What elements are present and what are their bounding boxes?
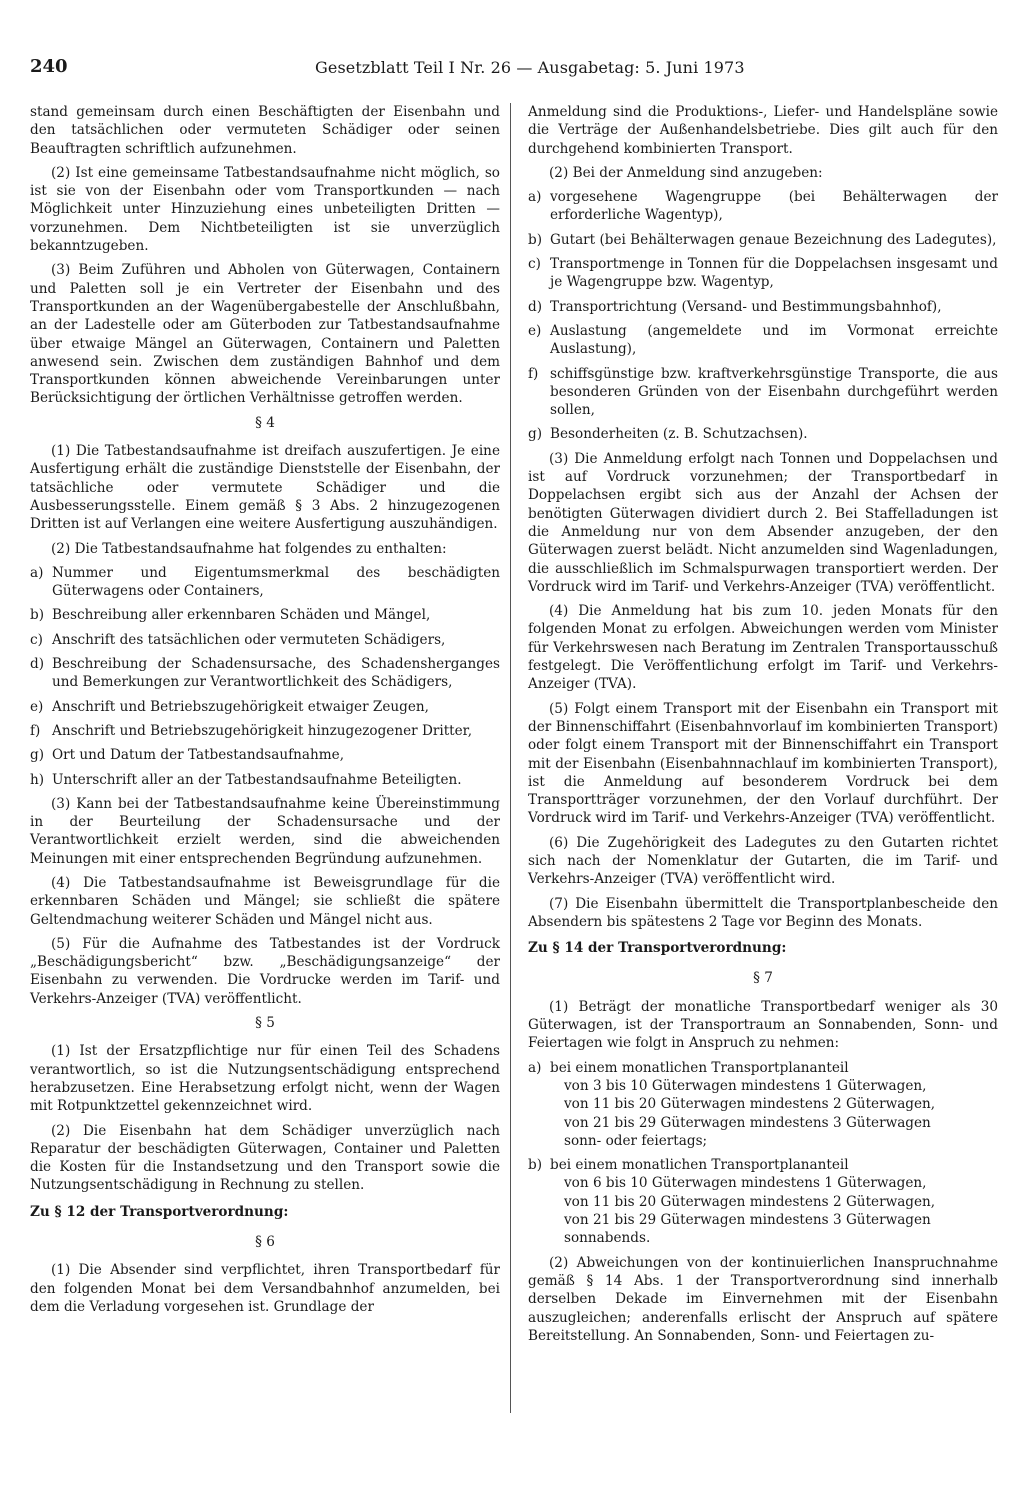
list-item [528,365,998,420]
list-item [528,298,998,316]
section-heading: § 5 [255,1015,275,1032]
list-item [528,1059,998,1077]
section-heading: § 6 [255,1234,275,1251]
paragraph: (6) Die Zugehörigkeit des Ladegutes zu den Gutarten richtet sich nach der Nomenklatur der Gutarten, die im Tarif- und Verkehrs-Anzeiger (TVA) veröffentlicht wird. [528,834,998,888]
paragraph: (1) Ist der Ersatzpflichtige nur für einen Teil des Schadens verantwortlich, so ist die Nutzungsentschädigung entsprechend herabzusetzen. Eine Herabsetzung erfolgt nicht, wenn der Wagen mit Rotpunktzettel gekennzeichnet wird. [30,1043,500,1115]
list-text: Ort und Datum der Tatbestandsaufnahme, [52,747,345,764]
paragraph: stand gemeinsam durch einen Beschäftigten der Eisenbahn und den tatsächlichen oder vermuteten Schädiger oder seinen Beauftragten schriftlich aufzunehmen. [30,104,500,157]
list-item [30,655,500,692]
page-header [30,56,1000,88]
list-item [528,1156,998,1174]
list-text: Beschreibung aller erkennbaren Schäden und Mängel, [52,607,431,624]
list-label: c) [528,256,541,273]
list-label: e) [30,698,44,715]
list-item [528,322,998,359]
list-item [30,606,500,624]
paragraph: (3) Kann bei der Tatbestandsaufnahme keine Übereinstimmung in der Beurteilung der Schadensursache und der Verantwortlichkeit erzielt werden, sind die abweichenden Meinungen mit einer entsprechenden Begründung aufzunehmen. [30,795,500,867]
list-item [528,188,998,225]
quota-line: von 3 bis 10 Güterwagen mindestens 1 Güterwagen, [564,1077,927,1094]
running-title: Gesetzblatt Teil I Nr. 26 — Ausgabetag: 5. Juni 1973 [315,58,745,77]
left-column [30,103,500,1322]
list-text: Anschrift des tatsächlichen oder vermuteten Schädigers, [52,631,446,648]
list-label: h) [30,771,45,788]
list-label: b) [30,607,45,624]
list-label: a) [30,564,44,581]
list-label: f) [30,722,41,739]
list-label: a) [528,1059,542,1076]
list-label: e) [528,322,542,339]
quota-line: von 21 bis 29 Güterwagen mindestens 3 Güterwagen [564,1114,931,1131]
column-divider [510,103,511,1413]
list-text: schiffsgünstige bzw. kraftverkehrsgünstige Transporte, die aus besonderen Gründen von der Eisenbahn durchgeführt werden sollen, [550,365,998,419]
list-item [528,425,998,443]
section-heading: § 4 [255,414,275,431]
list-label: b) [528,231,543,248]
paragraph: (1) Beträgt der monatliche Transportbedarf weniger als 30 Güterwagen, ist der Transportraum an Sonnabenden, Sonn- und Feiertagen wie folgt in Anspruch zu nehmen: [528,998,998,1052]
paragraph: (2) Die Eisenbahn hat dem Schädiger unverzüglich nach Reparatur der beschädigten Güterwagen, Container und Paletten die Kosten für die Instandsetzung und den Transport sowie die Nutzungsentschädigung in Rechnung zu stellen. [30,1122,500,1194]
list-label: g) [528,426,543,443]
paragraph: (2) Die Tatbestandsaufnahme hat folgendes zu enthalten: [51,540,447,557]
paragraph: (1) Die Tatbestandsaufnahme ist dreifach auszufertigen. Je eine Ausfertigung erhält die zuständige Dienststelle der Eisenbahn, der tatsächliche oder vermutete Schädiger und die Ausbesserungsstelle. Einem gemäß § 3 Abs. 2 hinzugezogenen Dritten ist auf Verlangen eine weitere Ausfertigung auszuhändigen. [30,443,500,533]
list-label: d) [30,656,45,673]
list-text: vorgesehene Wagengruppe (bei Behälterwagen der erforderliche Wagentyp), [550,189,998,224]
quota-line: von 21 bis 29 Güterwagen mindestens 3 Güterwagen [564,1212,931,1229]
paragraph: (2) Ist eine gemeinsame Tatbestandsaufnahme nicht möglich, so ist sie von der Eisenbahn oder vom Transportkunden — nach Möglichkeit unter Hinzuziehung eines unbeteiligten Dritten — vorzunehmen. Dem Nichtbeteiligten ist sie unverzüglich bekanntzugeben. [30,164,500,255]
page-number: 240 [30,56,68,77]
list-item [30,722,500,740]
list-text: Unterschrift aller an der Tatbestandsaufnahme Beteiligten. [52,771,462,788]
quota-line: von 11 bis 20 Güterwagen mindestens 2 Güterwagen, [564,1193,936,1210]
list-text: bei einem monatlichen Transportplananteil [550,1059,849,1076]
list-label: f) [528,365,539,382]
list-text: Gutart (bei Behälterwagen genaue Bezeichnung des Ladegutes), [550,231,997,248]
quota-line: von 6 bis 10 Güterwagen mindestens 1 Güterwagen, [564,1175,927,1192]
paragraph: (5) Für die Aufnahme des Tatbestandes ist der Vordruck „Beschädigungsbericht“ bzw. „Beschädigungsanzeige“ der Eisenbahn zu verwenden. Die Vordrucke werden im Tarif- und Verkehrs-Anzeiger (TVA) veröffentlicht. [30,935,500,1007]
paragraph: (7) Die Eisenbahn übermittelt die Transportplanbescheide den Absendern bis spätestens 2 Tage vor Beginn des Monats. [528,895,998,930]
paragraph: (5) Folgt einem Transport mit der Eisenbahn ein Transport mit der Binnenschiffahrt (Eisenbahnvorlauf im kombinierten Transport) oder folgt einem Transport mit der Binnenschiffahrt ein Transport mit der Eisenbahn (Eisenbahnnachlauf im kombinierten Transport), ist die Anmeldung auf besonderem Vordruck bei dem Transportträger vorzunehmen, der den Vorlauf durchführt. Der Vordruck wird im Tarif- und Verkehrs-Anzeiger (TVA) veröffentlicht. [528,700,998,827]
paragraph: (3) Die Anmeldung erfolgt nach Tonnen und Doppelachsen und ist auf Vordruck vorzunehmen; der Transportbedarf in Doppelachsen ergibt sich aus der Anzahl der Achsen der benötigten Güterwagen dividiert durch 2. Bei Staffelladungen ist die Anmeldung nur von dem Absender anzugeben, der den Güterwagen zuerst belädt. Nicht anzumelden sind Wagenladungen, die ausschließlich im Schmalspurwagen transportiert werden. Der Vordruck wird im Tarif- und Verkehrs-Anzeiger (TVA) veröffentlicht. [528,450,998,595]
list-text: bei einem monatlichen Transportplananteil [550,1157,849,1174]
paragraph: (4) Die Tatbestandsaufnahme ist Beweisgrundlage für die erkennbaren Schäden und Mängel; sie schließt die spätere Geltendmachung weiterer Schäden und Mängel nicht aus. [30,874,500,928]
list-text: Anschrift und Betriebszugehörigkeit etwaiger Zeugen, [52,698,429,715]
right-column [528,103,998,1351]
list-text: Besonderheiten (z. B. Schutzachsen). [550,426,808,443]
chapter-heading: Zu § 12 der Transportverordnung: [30,1203,289,1220]
paragraph: (1) Die Absender sind verpflichtet, ihren Transportbedarf für den folgenden Monat bei dem Versandbahnhof anzumelden, bei dem die Verladung vorgesehen ist. Grundlage der [30,1262,500,1315]
list-label: a) [528,189,542,206]
list-label: c) [30,631,43,648]
list-item [30,631,500,649]
quota-line: sonnabends. [564,1230,651,1247]
list-text: Nummer und Eigentumsmerkmal des beschädigten Güterwagens oder Containers, [52,564,500,600]
section-heading: § 7 [753,970,773,987]
chapter-heading: Zu § 14 der Transportverordnung: [528,940,787,957]
paragraph: (2) Bei der Anmeldung sind anzugeben: [549,164,823,181]
paragraph: (4) Die Anmeldung hat bis zum 10. jeden Monats für den folgenden Monat zu erfolgen. Abweichungen werden vom Minister für Verkehrswesen nach Beratung im Zentralen Transportausschuß festgelegt. Die Veröffentlichung erfolgt im Tarif- und Verkehrs-Anzeiger (TVA). [528,603,998,693]
paragraph: Anmeldung sind die Produktions-, Liefer- und Handelspläne sowie die Verträge der Außenhandelsbetriebe. Dies gilt auch für den durchgehend kombinierten Transport. [528,104,998,157]
list-item [30,698,500,716]
quota-line: von 11 bis 20 Güterwagen mindestens 2 Güterwagen, [564,1096,936,1113]
list-label: d) [528,298,543,315]
list-item [30,771,500,789]
list-item [528,255,998,292]
list-item [30,746,500,764]
list-label: b) [528,1157,543,1174]
list-text: Beschreibung der Schadensursache, des Schadensherganges und Bemerkungen zur Verantwortlichkeit des Schädigers, [52,656,500,691]
list-item [30,564,500,601]
list-item [528,231,998,249]
list-text: Anschrift und Betriebszugehörigkeit hinzugezogener Dritter, [52,722,473,739]
quota-line: sonn- oder feiertags; [564,1132,708,1149]
list-text: Auslastung (angemeldete und im Vormonat erreichte Auslastung), [550,322,998,358]
paragraph: (3) Beim Zuführen und Abholen von Güterwagen, Containern und Paletten soll je ein Vertreter der Eisenbahn und des Transportkunden an der Wagenübergabestelle der Anschlußbahn, an der Ladestelle oder am Güterboden zur Tatbestandsaufnahme über etwaige Mängel an Güterwagen, Containern und Paletten anwesend sein. Zwischen dem zuständigen Bahnhof und dem Transportkunden können abweichende Vereinbarungen unter Berücksichtigung der örtlichen Verhältnisse getroffen werden. [30,262,500,407]
list-label: g) [30,747,45,764]
list-text: Transportmenge in Tonnen für die Doppelachsen insgesamt und je Wagengruppe bzw. Wagentyp, [550,256,998,291]
paragraph: (2) Abweichungen von der kontinuierlichen Inanspruchnahme gemäß § 14 Abs. 1 der Transportverordnung sind innerhalb derselben Dekade im Einvernehmen mit der Eisenbahn auszugleichen; anderenfalls erlischt der Anspruch auf spätere Bereitstellung. An Sonnabenden, Sonn- und Feiertagen zu- [528,1254,998,1344]
list-text: Transportrichtung (Versand- und Bestimmungsbahnhof), [550,298,942,315]
